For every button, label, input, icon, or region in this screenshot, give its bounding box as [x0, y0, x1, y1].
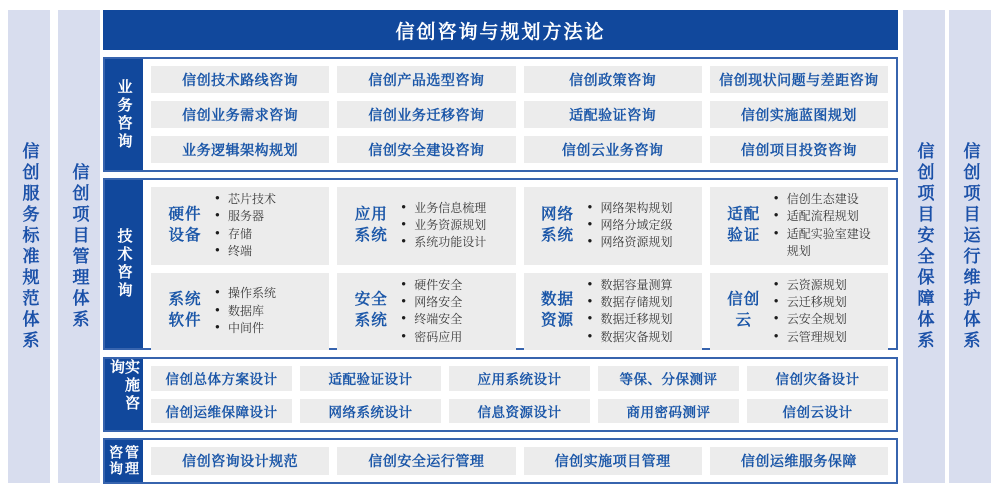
section-mgmt-label-col1: 咨询: [108, 445, 124, 477]
tech-bullet: ● 网络分域定级: [588, 217, 696, 234]
mgmt-item: 信创实施项目管理: [524, 447, 702, 475]
business-item: 适配验证咨询: [524, 101, 702, 128]
business-item: 信创政策咨询: [524, 66, 702, 93]
tech-bullet: ● 数据容量测算: [588, 277, 696, 294]
tech-block-title: 系统 软件: [168, 291, 202, 330]
tech-bullet-list: [401, 277, 509, 347]
tech-block-title: 适配 验证: [727, 205, 761, 244]
tech-bullet-list: [215, 285, 323, 337]
tech-block-system-software: [151, 273, 329, 351]
mgmt-item: 信创运维服务保障: [710, 447, 888, 475]
mgmt-item: 信创安全运行管理: [337, 447, 515, 475]
business-item: 信创安全建设咨询: [337, 136, 515, 163]
sidebar-operation-maintenance-label: 信创项目运行维护体系: [960, 141, 980, 352]
tech-block-title: 信创 云: [727, 291, 761, 330]
section-tech-label: 技术咨询: [115, 228, 133, 300]
tech-block-title: 网络 系统: [540, 205, 574, 244]
business-item: 信创技术路线咨询: [151, 66, 329, 93]
impl-item: 信创云设计: [747, 399, 888, 424]
section-impl-label-strip: [105, 359, 143, 430]
tech-bullet-list: [588, 200, 696, 252]
sidebar-security-guarantee-label: 信创项目安全保障体系: [914, 141, 934, 352]
tech-bullet: ● 信创生态建设: [774, 191, 882, 208]
section-tech-label-strip: [105, 180, 143, 348]
business-item: 信创产品选型咨询: [337, 66, 515, 93]
tech-bullet-list: [774, 277, 882, 347]
tech-bullet: ● 芯片技术: [215, 191, 323, 208]
business-item: 信创云业务咨询: [524, 136, 702, 163]
section-implementation-consulting: [103, 357, 898, 432]
tech-bullet: ● 网络架构规划: [588, 200, 696, 217]
tech-bullet: ● 适配流程规划: [774, 208, 882, 225]
section-tech-content: [143, 180, 896, 348]
tech-bullet: ● 服务器: [215, 208, 323, 225]
section-business-label: 业务咨询: [115, 78, 133, 151]
tech-block-title: 应用 系统: [354, 205, 388, 244]
tech-bullet: ● 网络安全: [401, 294, 509, 311]
impl-item: 应用系统设计: [449, 366, 590, 391]
diagram-title: 信创咨询与规划方法论: [395, 21, 606, 43]
tech-bullet: ● 密码应用: [401, 329, 509, 346]
impl-item: 适配验证设计: [300, 366, 441, 391]
tech-block-hardware: [151, 187, 329, 265]
mgmt-item: 信创咨询设计规范: [151, 447, 329, 475]
tech-bullet: ● 云资源规划: [774, 277, 882, 294]
section-business-content: [143, 59, 896, 170]
tech-bullet: ● 数据存储规划: [588, 294, 696, 311]
tech-bullet-list: [215, 191, 323, 261]
impl-item: 信创总体方案设计: [151, 366, 292, 391]
tech-block-security: [337, 273, 515, 351]
business-item: 信创项目投资咨询: [710, 136, 888, 163]
tech-bullet: ● 操作系统: [215, 285, 323, 302]
section-impl-label: 实施咨询: [108, 359, 140, 413]
tech-bullet-list: [588, 277, 696, 347]
sidebar-project-management-label: 信创项目管理体系: [69, 162, 89, 331]
section-business-label-strip: [105, 59, 143, 170]
tech-block-title: 硬件 设备: [168, 205, 202, 244]
business-item: 信创现状问题与差距咨询: [710, 66, 888, 93]
section-mgmt-content: [143, 440, 896, 482]
tech-bullet: ● 云安全规划: [774, 311, 882, 328]
sidebar-service-standard-label: 信创服务标准规范体系: [19, 141, 39, 352]
section-consulting-management: [103, 438, 898, 484]
section-impl-content: [143, 359, 896, 430]
tech-bullet: ● 数据迁移规划: [588, 311, 696, 328]
tech-block-title: 数据 资源: [540, 291, 574, 330]
tech-block-title: 安全 系统: [354, 291, 388, 330]
diagram-title-banner: [103, 10, 898, 50]
impl-item: 商用密码测评: [598, 399, 739, 424]
impl-item: 网络系统设计: [300, 399, 441, 424]
sidebar-project-management-system: [58, 10, 100, 483]
section-mgmt-label-col2: 管理: [124, 445, 140, 477]
tech-block-network: [524, 187, 702, 265]
section-technical-consulting: [103, 178, 898, 350]
impl-item: 信息资源设计: [449, 399, 590, 424]
tech-bullet: ● 云迁移规划: [774, 294, 882, 311]
tech-bullet: ● 适配实验室建设规划: [774, 226, 882, 261]
tech-bullet-list: [401, 200, 509, 252]
tech-bullet: ● 业务信息梳理: [401, 200, 509, 217]
tech-bullet: ● 终端: [215, 243, 323, 260]
tech-block-data-resource: [524, 273, 702, 351]
tech-block-application: [337, 187, 515, 265]
tech-bullet: ● 数据库: [215, 303, 323, 320]
tech-bullet: ● 业务资源规划: [401, 217, 509, 234]
tech-bullet: ● 存储: [215, 226, 323, 243]
impl-item: 信创运维保障设计: [151, 399, 292, 424]
tech-block-xinchuang-cloud: [710, 273, 888, 351]
tech-bullet: ● 中间件: [215, 320, 323, 337]
tech-bullet-list: [774, 191, 882, 261]
tech-bullet: ● 系统功能设计: [401, 234, 509, 251]
tech-bullet: ● 网络资源规划: [588, 234, 696, 251]
business-item: 信创实施蓝图规划: [710, 101, 888, 128]
sidebar-operation-maintenance-system: [949, 10, 991, 483]
business-item: 信创业务迁移咨询: [337, 101, 515, 128]
sidebar-security-guarantee-system: [903, 10, 945, 483]
section-mgmt-label-strip: [105, 440, 143, 482]
section-business-consulting: [103, 57, 898, 172]
business-item: 业务逻辑架构规划: [151, 136, 329, 163]
tech-bullet: ● 数据灾备规划: [588, 329, 696, 346]
sidebar-service-standard-system: [8, 10, 50, 483]
tech-bullet: ● 终端安全: [401, 311, 509, 328]
tech-block-adaptation: [710, 187, 888, 265]
impl-item: 信创灾备设计: [747, 366, 888, 391]
tech-bullet: ● 云管理规划: [774, 329, 882, 346]
tech-bullet: ● 硬件安全: [401, 277, 509, 294]
main-panel: [103, 10, 898, 484]
impl-item: 等保、分保测评: [598, 366, 739, 391]
business-item: 信创业务需求咨询: [151, 101, 329, 128]
